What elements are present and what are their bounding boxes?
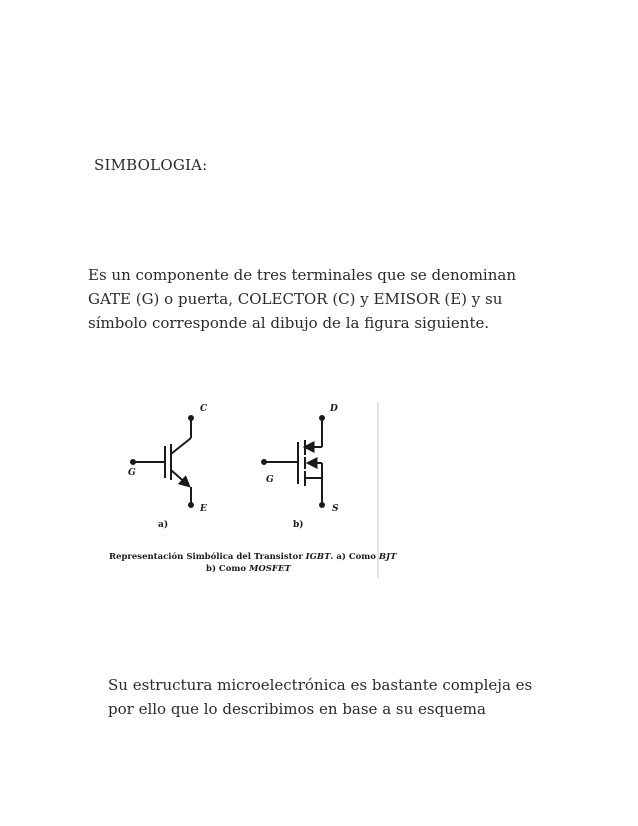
figure-caption-line-2 (206, 563, 291, 574)
terminal-g-label-a: G (128, 468, 136, 478)
emitter-arrow (171, 470, 189, 486)
terminal-d-label: D (330, 404, 338, 414)
caption-text: Representación Simbólica del Transistor (109, 552, 306, 562)
drain-terminal-dot (320, 416, 324, 420)
sub-label-b: b) (293, 520, 304, 530)
gate-terminal-dot (131, 460, 135, 464)
paragraph-line: símbolo corresponde al dibujo de la figura siguiente. (88, 314, 490, 332)
igbt-symbol-figure (100, 394, 397, 584)
structure-paragraph (108, 673, 568, 721)
caption-text: b) Como (206, 564, 249, 574)
terminal-c-label: C (200, 404, 208, 414)
terminal-g-label-b: G (266, 475, 274, 485)
gate-terminal-dot (262, 460, 266, 464)
igbt-mosfet-symbol (262, 416, 324, 507)
collector-branch (171, 438, 191, 454)
terminal-s-label: S (332, 504, 339, 514)
caption-igbt: IGBT (305, 552, 331, 562)
section-heading: SIMBOLOGIA: (94, 156, 208, 174)
igbt-bjt-symbol (131, 416, 193, 507)
paragraph-line: Es un componente de tres terminales que se denominan (88, 266, 516, 284)
terminal-e-label: E (200, 504, 207, 514)
source-terminal-dot (320, 503, 324, 507)
caption-mosfet: MOSFET (248, 564, 291, 574)
paragraph-line: por ello que lo describimos en base a su esquema (108, 700, 486, 718)
intro-paragraph (88, 263, 558, 335)
emitter-terminal-dot (189, 503, 193, 507)
paragraph-line: GATE (G) o puerta, COLECTOR (C) y EMISOR (E) y su (88, 290, 503, 308)
sub-label-a: a) (158, 520, 169, 530)
paragraph-line: Su estructura microelectrónica es bastante compleja es (108, 676, 533, 694)
caption-mid: . a) Como (330, 552, 379, 562)
collector-terminal-dot (189, 416, 193, 420)
figure-caption-line-1 (109, 551, 397, 562)
caption-bjt: BJT (378, 552, 397, 562)
